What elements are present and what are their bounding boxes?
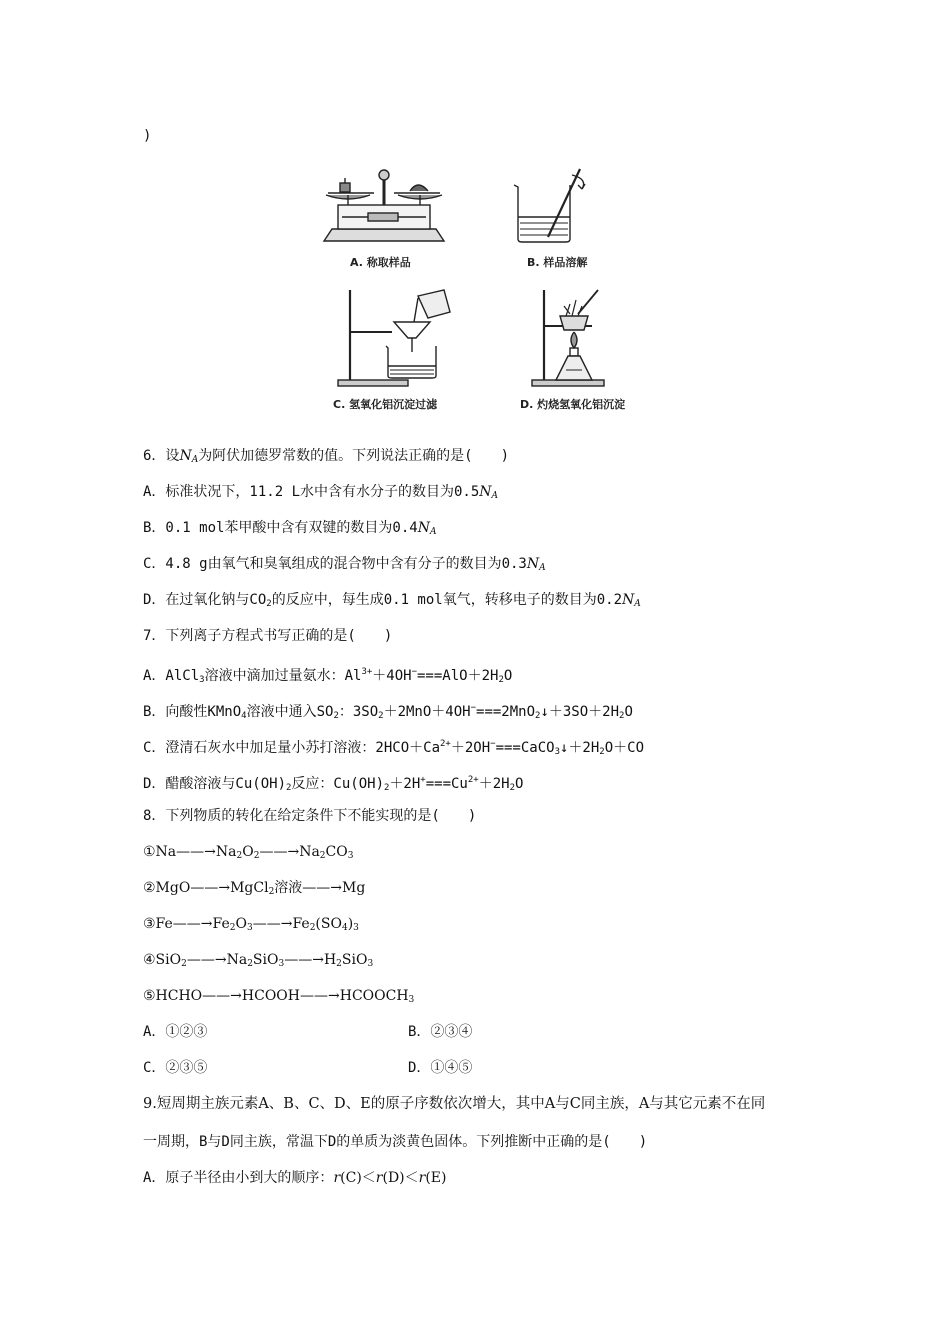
question-7-stem: 7．下列离子方程式书写正确的是( )	[143, 628, 393, 644]
arrow-icon: ——→	[172, 916, 213, 932]
q7-d-2: 反应：Cu(OH)	[291, 776, 385, 792]
q9-a-d: (D)＜	[382, 1170, 419, 1186]
q8-r1-c2: CO	[325, 844, 348, 860]
question-8-stem: 8．下列物质的转化在给定条件下不能实现的是( )	[143, 808, 477, 824]
q8-r2-b2: 溶液	[274, 880, 303, 896]
q9-a-pre: A．原子半径由小到大的顺序：	[143, 1170, 334, 1186]
q8-option-a: A．①②③	[143, 1024, 208, 1040]
q8-reaction-4: $④SiO_2——\to Na_2SiO_3——\to H_2SiO_3$	[143, 952, 374, 969]
avogadro-symbol: N	[479, 484, 492, 500]
continued-paren: )	[143, 128, 152, 144]
q8-r2-b: MgCl	[230, 880, 269, 896]
q7-d-sup: 2+	[467, 775, 479, 785]
q7-option-c: C．澄清石灰水中加足量小苏打溶液：$2HCO+Ca^{2+}+2OH^-===CaCO_3↓+2H_2O+CO$	[143, 739, 645, 757]
q8-reaction-3: $③Fe——\to Fe_2O_3——\to Fe_2(SO_4)_3$	[143, 916, 359, 933]
q8-r3-c2: (SO	[315, 916, 342, 932]
q8-r3-a: ③Fe	[143, 916, 173, 932]
q7-a-2: 溶液中滴加过量氨水：Al	[204, 668, 362, 684]
beaker-illustration	[508, 165, 598, 245]
q7-b-minus: −	[470, 703, 477, 713]
q8-r4-b2: SiO	[252, 952, 279, 968]
q8-r4-c: H	[323, 952, 337, 968]
q8-r4-a: ④SiO	[143, 952, 182, 968]
arrow-icon: ——→	[252, 916, 293, 932]
avogadro-symbol: N	[622, 592, 635, 608]
q7-b-3: ：3SO	[338, 704, 379, 720]
q6-prefix: 6．设	[143, 448, 180, 464]
q8-reaction-2: ②MgO——→MgCl$_2$溶液——→Mg	[143, 880, 366, 897]
q7-d-5: ＋2H	[478, 776, 510, 792]
radius-symbol: r	[375, 1170, 383, 1186]
q7-b-5: ===2MnO	[476, 704, 536, 720]
q6-c-text: C．4.8 g由氧气和臭氧组成的混合物中含有分子的数目为0.3	[143, 556, 527, 572]
arrow-icon: ——→	[186, 952, 227, 968]
q8-reaction-5: $⑤HCHO——\to HCOOH——\to HCOOCH_3$	[143, 988, 415, 1005]
q7-c-2: ＋2OH	[450, 740, 491, 756]
avogadro-symbol: N	[417, 520, 430, 536]
q8-r5-b: HCOOH	[241, 988, 300, 1004]
arrow-icon: ——→	[300, 988, 340, 1004]
q7-c-3: ===CaCO	[495, 740, 555, 756]
q7-c-sup: 2+	[440, 739, 451, 749]
q7-c-minus: −	[490, 739, 496, 749]
q7-b-7: O	[624, 704, 633, 720]
q6-suffix: 为阿伏加德罗常数的值。下列说法正确的是( )	[198, 448, 510, 464]
q8-r3-b: Fe	[212, 916, 230, 932]
q6-option-d: D．在过氧化钠与$CO_2$的反应中，每生成0.1 mol氧气，转移电子的数目为$0.2N_A$	[143, 592, 641, 609]
q7-a-4: ===AlO＋2H	[417, 668, 499, 684]
q6-option-a	[143, 482, 498, 506]
avogadro-symbol: N	[179, 448, 192, 464]
figure-d-caption: D. 灼烧氢氧化铝沉淀	[520, 398, 626, 411]
q7-b-2: 溶液中通入SO	[246, 704, 334, 720]
figure-c-caption: C. 氢氧化铝沉淀过滤	[333, 398, 438, 411]
q7-c-5: O＋CO	[604, 740, 645, 756]
radius-symbol: r	[333, 1170, 341, 1186]
filtration-illustration	[334, 286, 454, 388]
arrow-icon: ——→	[284, 952, 324, 968]
arrow-icon: ——→	[302, 880, 343, 896]
avogadro-subscript: A	[634, 599, 641, 609]
q8-r2-a: ②MgO	[143, 880, 191, 896]
q9-a-c: (C)＜	[340, 1170, 376, 1186]
q7-a-1: A．AlCl	[143, 668, 200, 684]
arrow-icon: ——→	[190, 880, 231, 896]
q8-r5-c: HCOOCH	[339, 988, 409, 1004]
q6-b-text: B．0.1 mol苯甲酸中含有双键的数目为0.4	[143, 520, 418, 536]
avogadro-subscript: A	[539, 563, 546, 573]
q8-r1-b: Na	[215, 844, 237, 860]
q9-a-e: (E)	[425, 1170, 447, 1186]
crucible-heating-illustration	[526, 286, 610, 388]
arrow-icon: ——→	[259, 844, 300, 860]
q8-r1-b2: O	[242, 844, 254, 860]
q8-r1-c: Na	[299, 844, 320, 860]
balance-illustration	[318, 165, 450, 245]
q7-b-1: B．向酸性KMnO	[143, 704, 242, 720]
q8-r3-c3: )	[347, 916, 354, 932]
figure-a-caption: A. 称取样品	[350, 256, 411, 269]
q8-r5-a: ⑤HCHO	[143, 988, 203, 1004]
arrow-icon: ——→	[176, 844, 216, 860]
question-6-stem	[143, 446, 509, 470]
q7-option-a: A．AlCl$_3$溶液中滴加过量氨水：$Al^{3+}+4OH^-===AlO+2H_2O$	[143, 667, 513, 685]
q7-c-1: C．澄清石灰水中加足量小苏打溶液：2HCO＋Ca	[143, 740, 440, 756]
q8-r1-a: ①Na	[143, 844, 177, 860]
q7-a-5: O	[503, 668, 513, 684]
q8-r4-b: Na	[226, 952, 248, 968]
q8-option-d: D．①④⑤	[408, 1060, 473, 1076]
q6-d-pre: D．在过氧化钠与CO	[143, 592, 267, 608]
q6-option-b	[143, 518, 436, 542]
q6-d-post: 的反应中，每生成0.1 mol氧气，转移电子的数目为0.2	[271, 592, 623, 608]
q8-r2-c: Mg	[342, 880, 366, 896]
avogadro-subscript: A	[429, 527, 437, 537]
q7-a-sup: 3+	[361, 667, 373, 677]
q7-option-b: B．向酸性KMnO$_4$溶液中通入$SO_2$：$3SO_2+2MnO+4OH^-===2MnO_2↓+3SO+2H_2O$	[143, 703, 633, 721]
q8-reaction-1: $①Na——\to Na_2O_2——\to Na_2CO_3$	[143, 844, 354, 861]
q8-option-b: B．②③④	[408, 1024, 473, 1040]
q6-a-text: A．标准状况下，11.2 L水中含有水分子的数目为0.5	[143, 484, 480, 500]
q7-c-4: ↓＋2H	[560, 740, 600, 756]
arrow-icon: ——→	[202, 988, 242, 1004]
q7-d-4: ===Cu	[425, 776, 468, 792]
q8-r3-c: Fe	[292, 916, 310, 932]
radius-symbol: r	[418, 1170, 426, 1186]
avogadro-symbol: N	[526, 556, 540, 572]
avogadro-subscript: A	[191, 455, 199, 465]
q9-option-a	[143, 1168, 447, 1188]
question-9-stem-line-1: 9.短周期主族元素A、B、C、D、E的原子序数依次增大，其中A与C同主族，A与其它元素不在同	[143, 1096, 766, 1112]
q7-a-minus: −	[411, 667, 417, 677]
q7-b-6: ↓＋3SO＋2H	[540, 704, 620, 720]
q8-r4-c2: SiO	[341, 952, 368, 968]
q7-d-1: D．醋酸溶液与Cu(OH)	[143, 776, 287, 792]
q8-r3-b2: O	[235, 916, 247, 932]
q7-b-4: ＋2MnO＋4OH	[383, 704, 471, 720]
avogadro-subscript: A	[491, 491, 499, 501]
q7-a-3: ＋4OH	[372, 668, 412, 684]
figure-b-caption: B. 样品溶解	[527, 256, 588, 269]
q7-d-6: O	[515, 776, 524, 792]
question-9-stem-line-2: 一周期，B与D同主族，常温下D的单质为淡黄色固体。下列推断中正确的是( )	[143, 1134, 648, 1150]
q7-option-d: D．醋酸溶液与$Cu(OH)_2$反应：$Cu(OH)_2+2H^+===Cu^{2+}+2H_2O$	[143, 775, 524, 793]
q7-d-3: ＋2H	[389, 776, 421, 792]
q8-option-c: C．②③⑤	[143, 1060, 208, 1076]
q7-d-plus: +	[420, 775, 426, 785]
q6-option-c	[143, 554, 546, 578]
